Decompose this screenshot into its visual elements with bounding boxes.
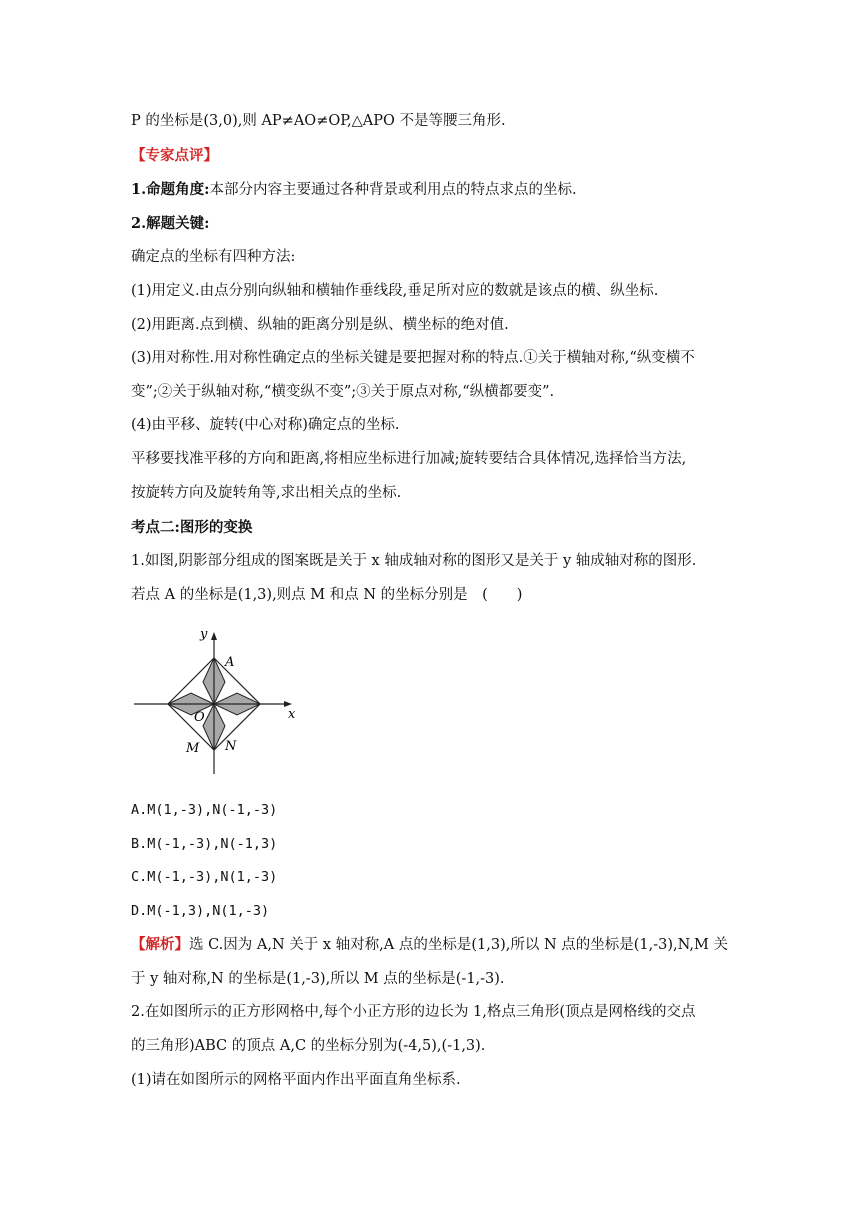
option-a: A.M(1,-3),N(-1,-3) <box>131 802 278 818</box>
y-axis-arrow <box>211 632 217 640</box>
point-m-label: M <box>186 741 200 756</box>
option-b: B.M(-1,-3),N(-1,3) <box>131 836 278 852</box>
analysis-line1 <box>131 935 728 955</box>
blade-up-left <box>203 658 214 704</box>
blade-down-right <box>214 704 225 750</box>
translation-b: 按旋转方向及旋转角等,求出相关点的坐标. <box>131 485 402 501</box>
expert-heading: 【专家点评】 <box>131 147 218 164</box>
y-axis-label: y <box>200 627 208 642</box>
method-2: (2)用距离.点到横、纵轴的距离分别是纵、横坐标的绝对值. <box>131 317 509 333</box>
origin-label: O <box>194 710 205 725</box>
q2-line2: 的三角形)ABC 的顶点 A,C 的坐标分别为(-4,5),(-1,3). <box>131 1038 486 1054</box>
method-4: (4)由平移、旋转(中心对称)确定点的坐标. <box>131 417 400 433</box>
symmetry-figure <box>128 624 308 780</box>
key-label: 2.解题关键: <box>131 215 210 232</box>
method-3a: (3)用对称性.用对称性确定点的坐标关键是要把握对称的特点.①关于横轴对称,“纵变横不 <box>131 350 695 366</box>
blade-left-up <box>168 693 214 704</box>
angle-label: 1.命题角度: <box>131 181 210 198</box>
blade-up-right <box>214 658 225 704</box>
q1-line2: 若点 A 的坐标是(1,3),则点 M 和点 N 的坐标分别是 ( ) <box>131 587 523 603</box>
analysis-text-a: 选 C.因为 A,N 关于 x 轴对称,A 点的坐标是(1,3),所以 N 点的坐标是(1,-3),N,M 关 <box>189 937 728 953</box>
analysis-tag: 【解析】 <box>131 936 189 953</box>
translation-a: 平移要找准平移的方向和距离,将相应坐标进行加减;旋转要结合具体情况,选择恰当方法, <box>131 451 687 467</box>
x-axis-label: x <box>288 707 296 722</box>
blade-right-up <box>214 693 260 704</box>
section-title: 考点二:图形的变换 <box>131 519 253 536</box>
method-3b: 变”;②关于纵轴对称,“横变纵不变”;③关于原点对称,“纵横都要变”. <box>131 384 555 400</box>
method-1: (1)用定义.由点分别向纵轴和横轴作垂线段,垂足所对应的数就是该点的横、纵坐标. <box>131 283 659 299</box>
q1-line1: 1.如图,阴影部分组成的图案既是关于 x 轴成轴对称的图形又是关于 y 轴成轴对称的图形. <box>131 553 697 569</box>
option-c: C.M(-1,-3),N(1,-3) <box>131 869 278 885</box>
point-n-label: N <box>225 739 237 754</box>
q2-line3: (1)请在如图所示的网格平面内作出平面直角坐标系. <box>131 1072 461 1088</box>
q2-line1: 2.在如图所示的正方形网格中,每个小正方形的边长为 1,格点三角形(顶点是网格线的交点 <box>131 1004 696 1020</box>
angle-line <box>131 180 577 200</box>
intro-line: P 的坐标是(3,0),则 AP≠AO≠OP,△APO 不是等腰三角形. <box>131 113 506 129</box>
methods-intro: 确定点的坐标有四种方法: <box>131 249 296 265</box>
option-d: D.M(-1,3),N(1,-3) <box>131 903 270 919</box>
point-a-label: A <box>225 655 235 670</box>
angle-text: 本部分内容主要通过各种背景或利用点的特点求点的坐标. <box>209 182 577 198</box>
blade-right-down <box>214 704 260 715</box>
analysis-line2: 于 y 轴对称,N 的坐标是(1,-3),所以 M 点的坐标是(-1,-3). <box>131 971 505 987</box>
blade-left-down <box>168 704 214 715</box>
